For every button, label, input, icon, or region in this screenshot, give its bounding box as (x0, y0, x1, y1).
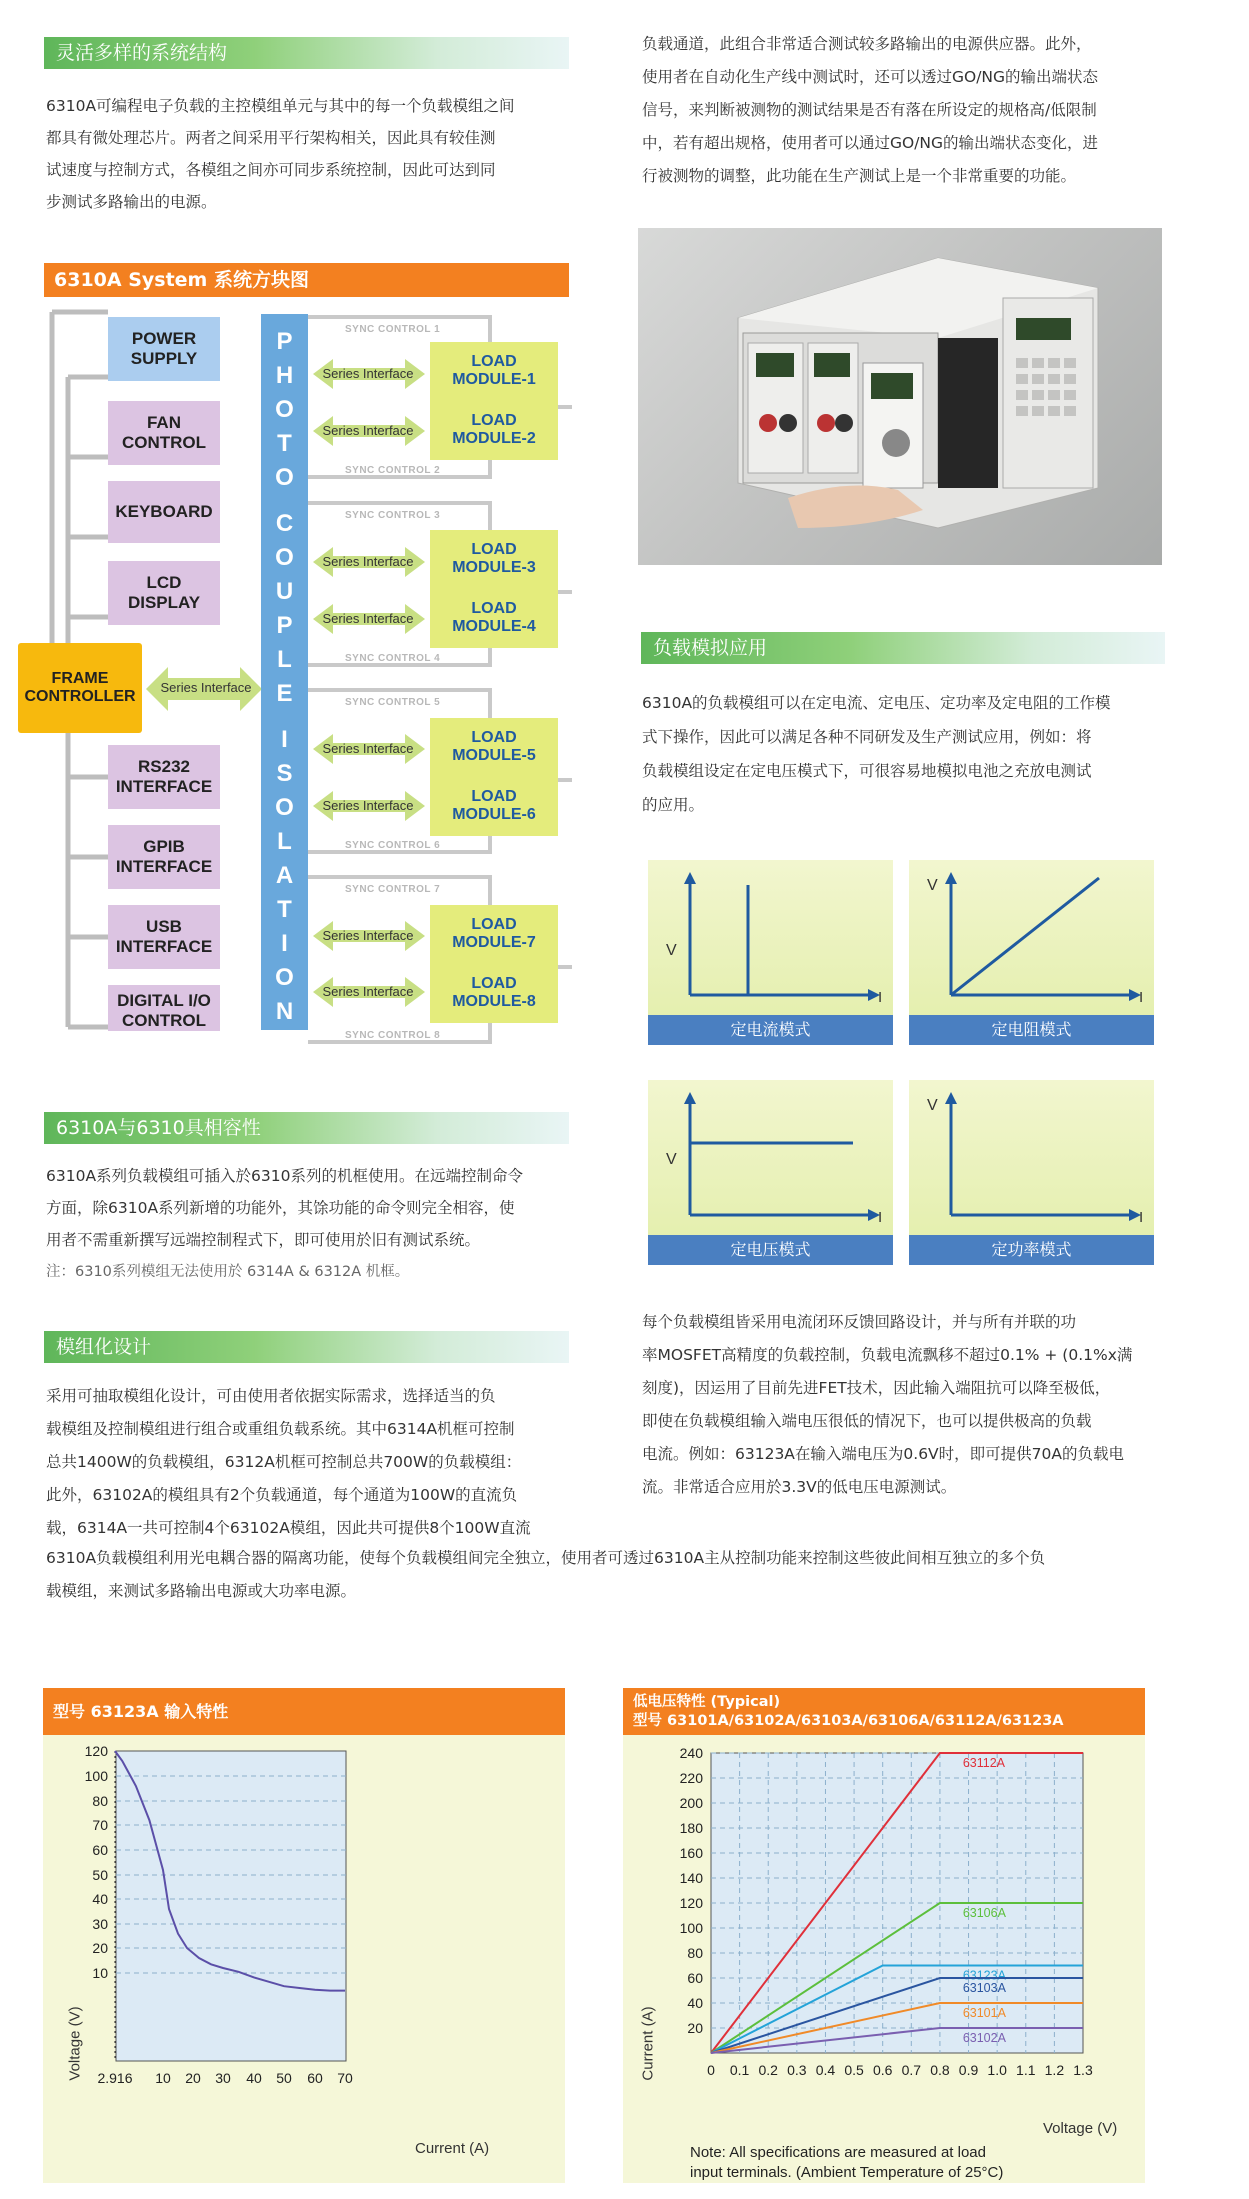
frame-series-interface-label: Series Interface (160, 680, 252, 695)
series-interface-label: Series Interface (322, 741, 414, 756)
load-module-1: LOAD MODULE-1 (430, 342, 558, 400)
chart1-x-tick: 2.916 (97, 2070, 133, 2086)
text-line: 用者不需重新撰写远端控制程式下，即可使用於旧有测试系统。 (46, 1231, 481, 1249)
compatibility-note: 注：6310系列模组无法使用於 6314A & 6312A 机框。 (46, 1264, 410, 1280)
fan-control-box: FAN CONTROL (108, 401, 220, 465)
chart1-x-tick: 30 (215, 2070, 231, 2086)
load-simulation-text (642, 686, 1182, 822)
chart1-x-tick: 10 (155, 2070, 171, 2086)
photo-letter: T (277, 430, 292, 457)
block-diagram (0, 297, 600, 1057)
chart1-x-tick: 50 (276, 2070, 292, 2086)
photo-letter: L (277, 646, 292, 673)
chart2-series-label: 63103A (962, 1981, 1006, 1995)
note-line: Note: All specifications are measured at load (690, 2144, 986, 2161)
chart1-y-tick: 20 (92, 1940, 108, 1956)
mainframe-illustration (638, 228, 1162, 565)
text-line: 6310A的负载模组可以在定电流、定电压、定功率及定电阻的工作模 (642, 694, 1111, 712)
photo-letter: O (275, 464, 294, 491)
chart2-series-label: 63106A (962, 1906, 1006, 1920)
chart1-svg (43, 1735, 565, 2183)
gpib-interface-box: GPIB INTERFACE (108, 825, 220, 889)
power-supply-box: POWER SUPPLY (108, 317, 220, 381)
chart1-y-tick: 60 (92, 1842, 108, 1858)
chart1-title: 型号 63123A 输入特性 (43, 1688, 565, 1735)
sync-control-label: SYNC CONTROL 6 (345, 840, 441, 851)
text-line: 采用可抽取模组化设计，可由使用者依据实际需求，选择适当的负 (46, 1387, 496, 1405)
series-interface-label: Series Interface (322, 366, 414, 381)
chart2-y-tick: 100 (679, 1920, 703, 1936)
text-line: 的应用。 (642, 796, 705, 814)
text-line: 载，6314A一共可控制4个63102A模组，因此共可提供8个100W直流 (46, 1519, 531, 1537)
text-line: 负载通道，此组合非常适合测试较多路输出的电源供应器。此外， (642, 35, 1092, 53)
usb-interface-box: USB INTERFACE (108, 905, 220, 969)
keyboard-box: KEYBOARD (108, 481, 220, 543)
chart2-y-tick: 180 (679, 1820, 703, 1836)
series-interface-label: Series Interface (322, 984, 414, 999)
chart2-x-tick: 0.5 (844, 2062, 864, 2078)
text-line: 载模组，来测试多路输出电源或大功率电源。 (46, 1582, 357, 1600)
digital-io-control-box: DIGITAL I/O CONTROL (108, 985, 220, 1031)
chart1-y-tick: 80 (92, 1793, 108, 1809)
load-module-2: LOAD MODULE-2 (430, 400, 558, 460)
load-module-4: LOAD MODULE-4 (430, 588, 558, 648)
sync-control-label: SYNC CONTROL 2 (345, 465, 441, 476)
chart2-x-tick: 1.2 (1044, 2062, 1065, 2078)
chart2-title-block (623, 1688, 1145, 1735)
chart2-y-tick: 40 (687, 1995, 703, 2011)
axis-v-label: V (666, 1151, 677, 1168)
chart1-y-tick: 40 (92, 1891, 108, 1907)
load-module-5: LOAD MODULE-5 (430, 718, 558, 776)
text-line: 载模组及控制模组进行组合或重组负载系统。其中6314A机框可控制 (46, 1420, 515, 1438)
text-line: 信号，来判断被测物的测试结果是否有落在所设定的规格高/低限制 (642, 101, 1097, 119)
photo-letter: O (275, 794, 294, 821)
chart1-y-tick: 120 (84, 1743, 108, 1759)
chart2-x-tick: 1.3 (1073, 2062, 1093, 2078)
sync-control-label: SYNC CONTROL 1 (345, 324, 441, 335)
chart2-series-label: 63101A (962, 2006, 1006, 2020)
photo-letter: U (275, 578, 294, 605)
cp-mode-label: 定功率模式 (909, 1235, 1154, 1265)
load-module-7: LOAD MODULE-7 (430, 905, 558, 963)
chart2-y-tick: 240 (679, 1745, 703, 1761)
go-ng-text (642, 28, 1182, 193)
sync-control-label: SYNC CONTROL 4 (345, 653, 441, 664)
sync-control-label: SYNC CONTROL 5 (345, 697, 441, 708)
chart2-x-tick: 1.0 (987, 2062, 1007, 2078)
chart2-y-tick: 220 (679, 1770, 703, 1786)
chart1-ylabel: Voltage (V) (66, 2006, 84, 2081)
chart2-svg (623, 1735, 1145, 2183)
cr-mode-panel (909, 860, 1154, 1045)
section-title-modular-design: 模组化设计 (44, 1331, 569, 1363)
photo-letter: N (275, 998, 294, 1025)
chart2-panel (623, 1735, 1145, 2183)
isolation-text (46, 1542, 1216, 1608)
text-line: 行被测物的调整，此功能在生产测试上是一个非常重要的功能。 (642, 167, 1077, 185)
photo-letter: P (276, 612, 293, 639)
text-line: 刻度)，因运用了目前先进FET技术，因此输入端阻抗可以降至极低， (642, 1379, 1111, 1397)
text-line: 中，若有超出规格，使用者可以通过GO/NG的输出端状态变化，进 (642, 134, 1099, 152)
chart2-y-tick: 80 (687, 1945, 703, 1961)
chart2-subtitle: 型号 63101A/63102A/63103A/63106A/63112A/63123A (633, 1713, 1064, 1729)
photo-letter: H (275, 362, 294, 389)
text-line: 即使在负载模组输入端电压很低的情况下，也可以提供极高的负载 (642, 1412, 1092, 1430)
series-interface-label: Series Interface (322, 928, 414, 943)
chart1-y-tick: 70 (92, 1817, 108, 1833)
photo-letter: C (275, 510, 294, 537)
cr-line (951, 878, 1099, 995)
cv-mode-label: 定电压模式 (648, 1235, 893, 1265)
modular-design-text (46, 1380, 586, 1545)
section-title-compatibility: 6310A与6310具相容性 (44, 1112, 569, 1144)
photo-letter: A (275, 862, 294, 889)
text-line: 试速度与控制方式，各模组之间亦可同步系统控制，因此可达到同 (46, 161, 496, 179)
chart1-x-tick: 70 (337, 2070, 353, 2086)
text-line: 总共1400W的负载模组，6312A机框可控制总共700W的负载模组： (46, 1453, 522, 1471)
chart2-y-tick: 120 (679, 1895, 703, 1911)
text-line: 使用者在自动化生产线中测试时，还可以透过GO/NG的输出端状态 (642, 68, 1099, 86)
series-interface-label: Series Interface (322, 554, 414, 569)
text-line: 此外，63102A的模组具有2个负载通道，每个通道为100W的直流负 (46, 1486, 518, 1504)
system-structure-text (46, 90, 576, 218)
sync-control-label: SYNC CONTROL 7 (345, 884, 441, 895)
cc-mode-graph (648, 860, 893, 1015)
text-line: 6310A可编程电子负载的主控模组单元与其中的每一个负载模组之间 (46, 97, 515, 115)
cr-mode-graph (909, 860, 1154, 1015)
series-interface-label: Series Interface (322, 611, 414, 626)
photo-letter: O (275, 396, 294, 423)
cv-mode-panel (648, 1080, 893, 1265)
cp-mode-panel (909, 1080, 1154, 1265)
text-line: 式下操作，因此可以满足各种不同研发及生产测试应用，例如：将 (642, 728, 1092, 746)
section-title-system-structure: 灵活多样的系统结构 (44, 37, 569, 69)
text-line: 步测试多路输出的电源。 (46, 193, 217, 211)
chart2-x-tick: 0.9 (958, 2062, 979, 2078)
sync-control-label: SYNC CONTROL 8 (345, 1030, 441, 1041)
chart2-x-tick: 0.1 (729, 2062, 750, 2078)
chart2-x-tick: 0.8 (930, 2062, 950, 2078)
photo-letter: I (281, 930, 288, 957)
chart1-xlabel: Current (A) (415, 2140, 490, 2157)
compatibility-text (46, 1160, 576, 1288)
cp-mode-graph (909, 1080, 1154, 1235)
text-line: 流。非常适合应用於3.3V的低电压电源测试。 (642, 1478, 957, 1496)
load-module-8: LOAD MODULE-8 (430, 963, 558, 1023)
axis-v-label: V (927, 1097, 938, 1114)
text-line: 6310A系列负载模组可插入於6310系列的机框使用。在远端控制命令 (46, 1167, 523, 1185)
chart2-note (690, 2143, 1003, 2183)
chart1-x-tick: 60 (307, 2070, 323, 2086)
chart2-y-tick: 200 (679, 1795, 703, 1811)
text-line: 6310A负载模组利用光电耦合器的隔离功能，使每个负载模组间完全独立，使用者可透过6310A主从控制功能来控制这些彼此间相互独立的多个负 (46, 1549, 1046, 1567)
sync-control-label: SYNC CONTROL 3 (345, 510, 441, 521)
photo-letter: I (281, 726, 288, 753)
axis-v-label: V (927, 877, 938, 894)
chart2-xlabel: Voltage (V) (1043, 2120, 1118, 2137)
diagram-title: 6310A System 系统方块图 (44, 263, 569, 297)
note-line: input terminals. (Ambient Temperature of 25°C) (690, 2164, 1004, 2181)
chart1-y-tick: 50 (92, 1867, 108, 1883)
cc-mode-panel (648, 860, 893, 1045)
photo-letter: L (277, 828, 292, 855)
chart2-series-label: 63123A (962, 1968, 1006, 1983)
axis-i-label: I (878, 989, 883, 1006)
chart1-x-tick: 20 (185, 2070, 201, 2086)
cc-mode-label: 定电流模式 (648, 1015, 893, 1045)
axis-i-label: I (1139, 989, 1144, 1006)
chart2-series-label: 63112A (962, 1756, 1005, 1770)
cv-mode-graph (648, 1080, 893, 1235)
photo-couple-isolation-bar (261, 314, 308, 1030)
chart2-x-tick: 0.7 (901, 2062, 922, 2078)
chart1-panel (43, 1735, 565, 2183)
photo-letter: P (276, 328, 293, 355)
load-module-6: LOAD MODULE-6 (430, 776, 558, 836)
photo-letter: T (277, 896, 292, 923)
chart2-y-tick: 140 (679, 1870, 703, 1886)
photo-letter: O (275, 964, 294, 991)
chart2-x-tick: 0.2 (758, 2062, 778, 2078)
chart2-x-tick: 0 (707, 2062, 715, 2078)
chart2-title: 低电压特性 (Typical) (633, 1694, 781, 1710)
photo-letter: S (276, 760, 293, 787)
chart1-y-tick: 100 (84, 1768, 108, 1784)
chart1-x-tick: 40 (246, 2070, 262, 2086)
chart2-y-tick: 20 (687, 2020, 703, 2036)
chart2-y-tick: 60 (687, 1970, 703, 1986)
axis-i-label: I (878, 1209, 883, 1226)
chart1-y-tick: 30 (92, 1916, 108, 1932)
mosfet-control-text (642, 1306, 1182, 1504)
chart1-y-tick: 10 (92, 1965, 108, 1981)
text-line: 都具有微处理芯片。两者之间采用平行架构相关，因此具有较佳测 (46, 129, 496, 147)
cr-mode-label: 定电阻模式 (909, 1015, 1154, 1045)
axis-v-label: V (666, 942, 677, 959)
load-module-3: LOAD MODULE-3 (430, 530, 558, 588)
frame-controller-box: FRAME CONTROLLER (18, 643, 142, 733)
series-interface-label: Series Interface (322, 423, 414, 438)
chart1-plot-area (116, 1751, 346, 2061)
product-photo (638, 228, 1162, 565)
text-line: 率MOSFET高精度的负载控制，负载电流飘移不超过0.1% + (0.1%x满 (642, 1346, 1133, 1364)
series-interface-label: Series Interface (322, 798, 414, 813)
text-line: 负载模组设定在定电压模式下，可很容易地模拟电池之充放电测试 (642, 762, 1092, 780)
chart2-x-tick: 0.4 (815, 2062, 836, 2078)
text-line: 每个负载模组皆采用电流闭环反馈回路设计，并与所有并联的功 (642, 1313, 1077, 1331)
chart2-ylabel: Current (A) (639, 2006, 657, 2081)
chart2-series-label: 63102A (962, 2031, 1006, 2045)
axis-i-label: I (1139, 1209, 1144, 1226)
chart2-y-tick: 160 (679, 1845, 703, 1861)
photo-letter: E (276, 680, 293, 707)
text-line: 电流。例如：63123A在输入端电压为0.6V时，即可提供70A的负载电 (642, 1445, 1124, 1463)
chart2-x-tick: 0.6 (872, 2062, 893, 2078)
rs232-interface-box: RS232 INTERFACE (108, 745, 220, 809)
chart2-x-tick: 0.3 (787, 2062, 807, 2078)
section-title-load-simulation: 负载模拟应用 (641, 632, 1165, 664)
photo-letter: O (275, 544, 294, 571)
text-line: 方面，除6310A系列新增的功能外，其馀功能的命令则完全相容，使 (46, 1199, 515, 1217)
lcd-display-box: LCD DISPLAY (108, 561, 220, 625)
chart2-x-tick: 1.1 (1016, 2062, 1036, 2078)
